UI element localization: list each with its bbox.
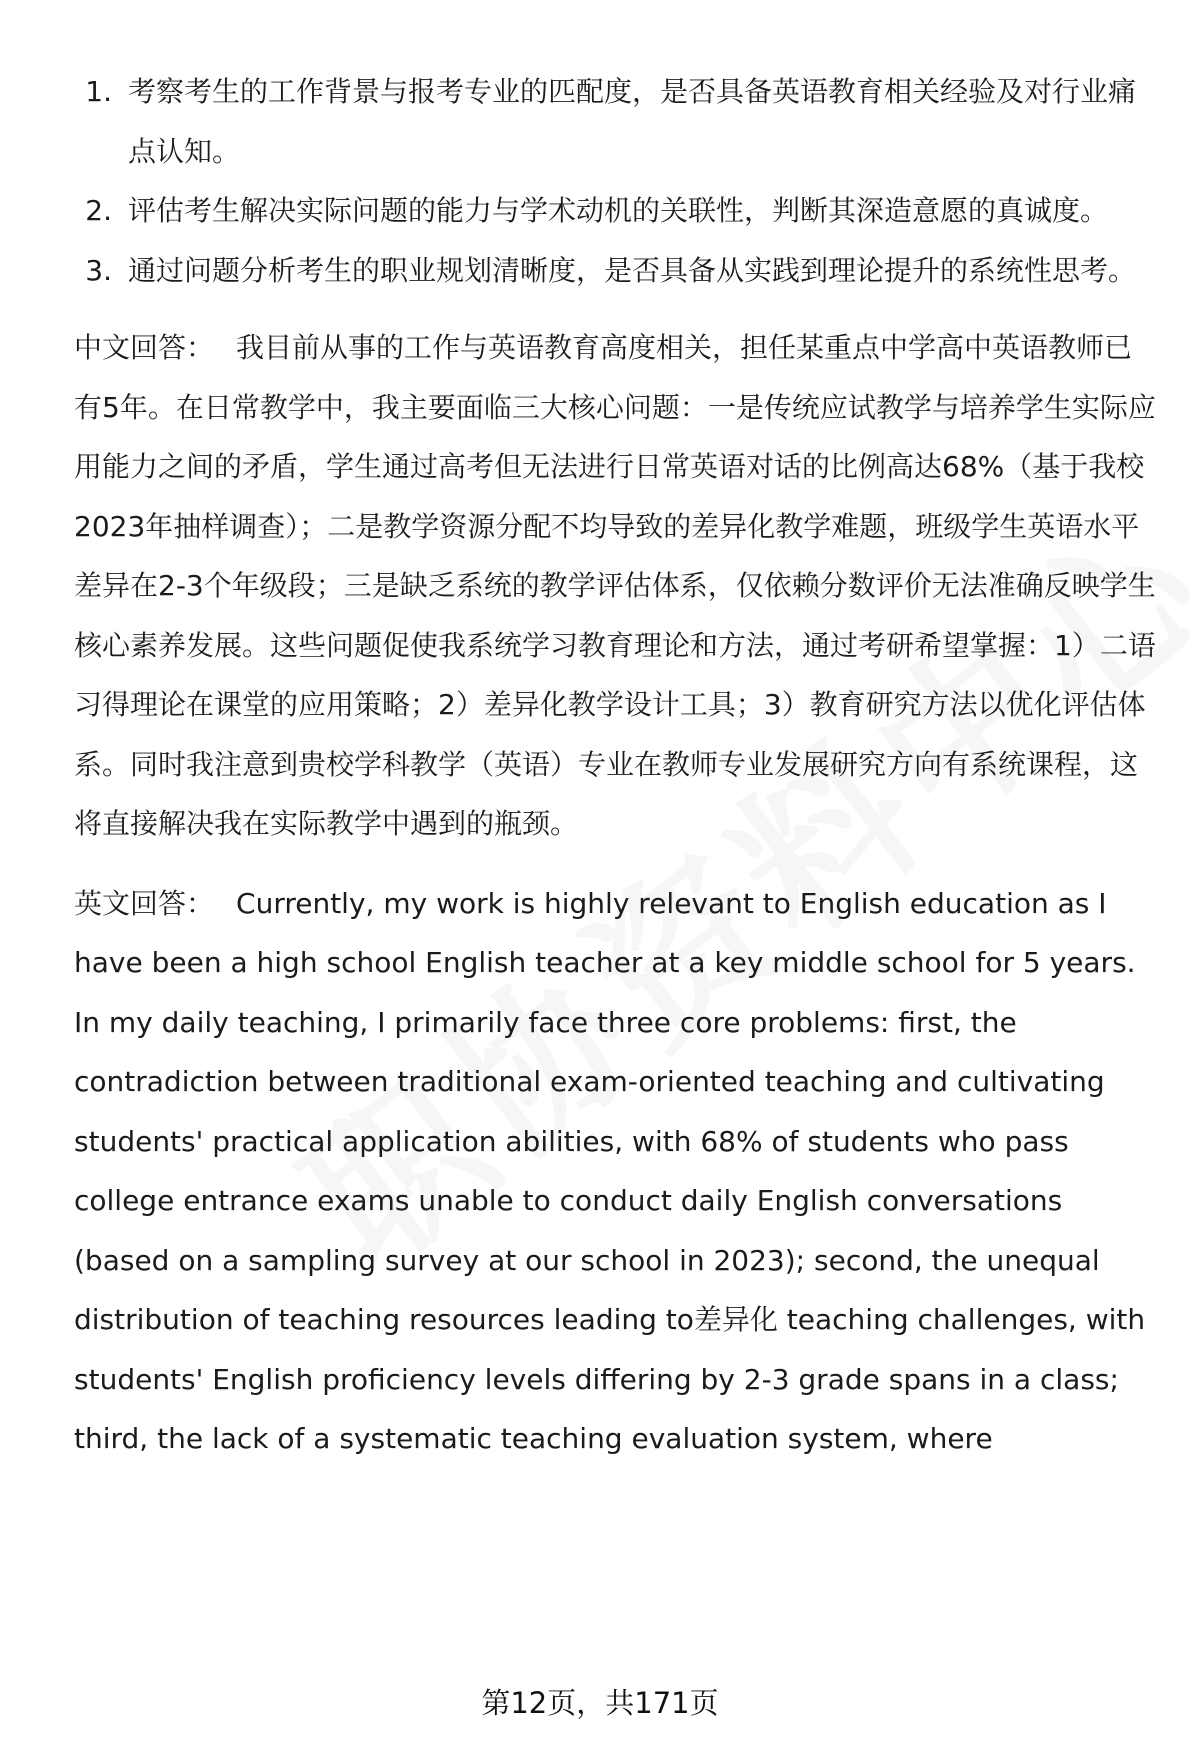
list-item bbox=[85, 62, 1160, 181]
list-item bbox=[85, 181, 1160, 241]
list-item-text: 考察考生的工作背景与报考专业的匹配度，是否具备英语教育相关经验及对行业痛点认知。 bbox=[128, 75, 1137, 168]
chinese-answer-label: 中文回答： bbox=[74, 331, 215, 364]
list-item bbox=[85, 241, 1160, 301]
chinese-answer-text: 我目前从事的工作与英语教育高度相关，担任某重点中学高中英语教师已有5年。在日常教学中，我主要面临三大核心问题：一是传统应试教学与培养学生实际应用能力之间的矛盾，学生通过高考但无法进行日常英语对话的比例高达68%（基于我校2023年抽样调查）；二是教学资源分配不均导致的差异化教学难题，班级学生英语水平差异在2-3个年级段；三是缺乏系统的教学评估体系，仅依赖分数评价无法准确反映学生核心素养发展。这些问题促使我系统学习教育理论和方法，通过考研希望掌握：1）二语习得理论在课堂的应用策略；2）差异化教学设计工具；3）教育研究方法以优化评估体系。同时我注意到贵校学科教学（英语）专业在教师专业发展研究方向有系统课程，这将直接解决我在实际教学中遇到的瓶颈。 bbox=[74, 331, 1156, 840]
list-item-text: 通过问题分析考生的职业规划清晰度，是否具备从实践到理论提升的系统性思考。 bbox=[128, 253, 1137, 287]
list-item-number: 1. bbox=[85, 75, 112, 108]
english-answer-text: Currently, my work is highly relevant to English education as I have been a high school English teacher at a key middle school for 5 years. In my daily teaching, I primarily face three core problems: first, the contradiction between traditional exam-oriented teaching and cultivating students' practical application abilities, with 68% of students who pass college entrance exams unable to conduct daily English conversations (based on a sampling survey at our school in 2023); second, the unequal distribution of teaching resources leading to差异化 teaching challenges, with students' English proficiency levels differing by 2-3 grade spans in a class; third, the lack of a systematic teaching evaluation system, where bbox=[74, 886, 1146, 1455]
english-answer-paragraph bbox=[74, 874, 1160, 1469]
list-item-number: 3. bbox=[85, 253, 112, 287]
english-answer-label: 英文回答： bbox=[74, 886, 215, 920]
evaluation-criteria-list bbox=[74, 62, 1160, 300]
page-number-footer: 第12页，共171页 bbox=[481, 1686, 719, 1720]
chinese-answer-paragraph bbox=[74, 318, 1160, 854]
page-content bbox=[74, 62, 1160, 1469]
list-item-number: 2. bbox=[85, 194, 112, 227]
list-item-text: 评估考生解决实际问题的能力与学术动机的关联性，判断其深造意愿的真诚度。 bbox=[128, 194, 1109, 227]
